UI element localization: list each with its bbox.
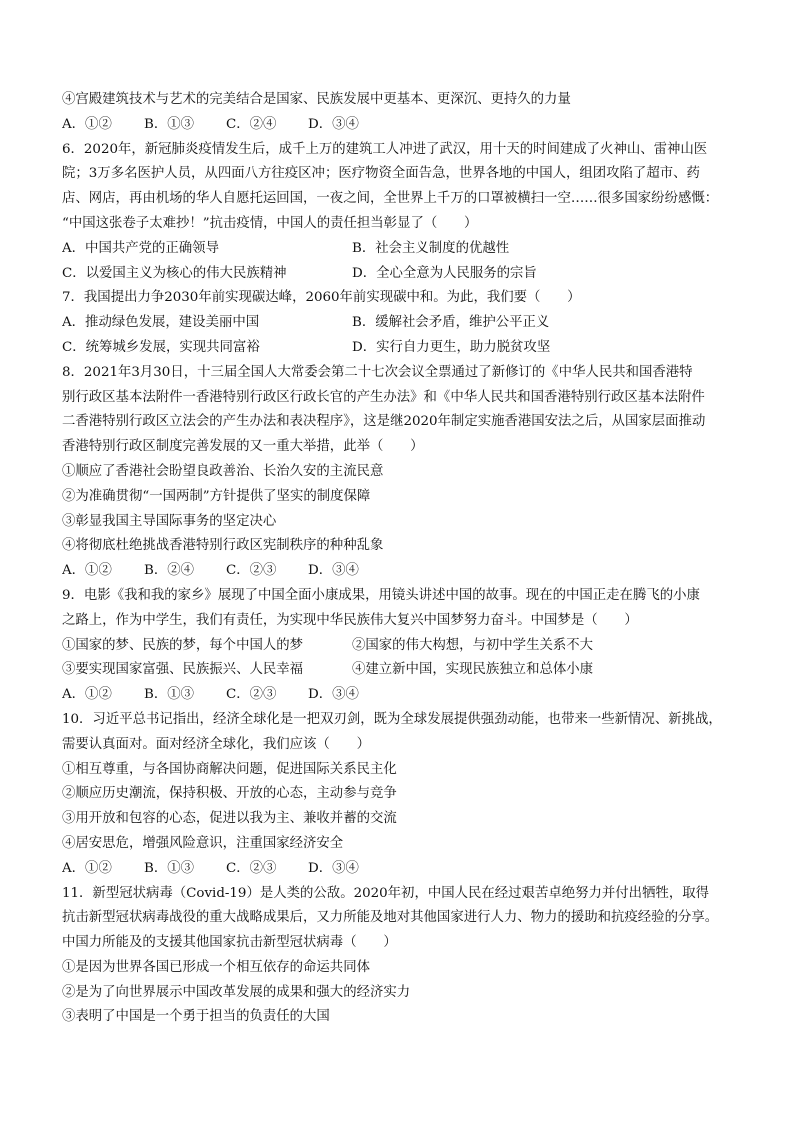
answer-options	[62, 336, 734, 361]
answer-option: A．①②	[62, 687, 112, 703]
answer-option: C．统筹城乡发展，实现共同富裕	[62, 339, 260, 355]
answer-options	[62, 237, 734, 262]
answer-option: ②国家的伟大构想，与初中学生关系不大	[352, 637, 594, 653]
answer-options	[62, 559, 734, 584]
text-line: “中国这张卷子太难抄！”抗击疫情，中国人的责任担当彰显了（ ）	[62, 215, 478, 231]
text-line: ①相互尊重，与各国协商解决问题，促进国际关系民主化	[62, 761, 397, 777]
answer-options	[62, 262, 734, 287]
answer-option: B．社会主义制度的优越性	[352, 240, 510, 256]
text-line: ③彰显我国主导国际事务的坚定决心	[62, 513, 277, 529]
text-line: ②是为了向世界展示中国改革发展的成果和强大的经济实力	[62, 984, 411, 1000]
text-line: ②为准确贯彻“一国两制”方针提供了坚实的制度保障	[62, 488, 371, 504]
answer-option: ③要实现国家富强、民族振兴、人民幸福	[62, 662, 304, 678]
answer-options	[62, 311, 734, 336]
text-line: ③表明了中国是一个勇于担当的负责任的大国	[62, 1009, 330, 1025]
text-line: 9．电影《我和我的家乡》展现了中国全面小康成果，用镜头讲述中国的故事。现在的中国正走在腾飞的小康	[62, 587, 700, 603]
text-line: ④居安思危，增强风险意识，注重国家经济安全	[62, 835, 344, 851]
answer-option: A．①②	[62, 116, 112, 132]
text-line: 院；3万多名医护人员，从四面八方往疫区冲；医疗物资全面告急，世界各地的中国人，组团攻陷了超市、药	[62, 166, 700, 182]
text-line: 店、网店，再由机场的华人自愿托运回国，一夜之间，全世界上千万的口罩被横扫一空……很多国家纷纷感慨：	[62, 191, 719, 207]
text-line: 中国力所能及的支援其他国家抗击新型冠状病毒（ ）	[62, 935, 397, 951]
text-line: ②顺应历史潮流，保持积极、开放的心态，主动参与竞争	[62, 786, 397, 802]
text-line: 之路上，作为中学生，我们有责任，为实现中华民族伟大复兴中国梦努力奋斗。中国梦是（ ）	[62, 612, 638, 628]
answer-option: B．②④	[144, 563, 195, 579]
answer-option: A．①②	[62, 563, 112, 579]
answer-option: A．中国共产党的正确领导	[62, 240, 219, 256]
answer-options	[62, 683, 734, 708]
answer-option: D．实行自力更生，助力脱贫攻坚	[352, 339, 551, 355]
answer-option: ④建立新中国，实现民族独立和总体小康	[352, 662, 594, 678]
text-line: 别行政区基本法附件一香港特别行政区行政长官的产生办法》和《中华人民共和国香港特别行政区基本法附件	[62, 389, 705, 405]
answer-option: D．③④	[308, 687, 359, 703]
answer-option: B．①③	[144, 116, 195, 132]
answer-option: C．以爱国主义为核心的伟大民族精神	[62, 265, 287, 281]
answer-options	[62, 113, 734, 138]
text-line: ③用开放和包容的心态，促进以我为主、兼收并蓄的交流	[62, 811, 397, 827]
answer-options	[62, 857, 734, 882]
text-line: 8．2021年3月30日，十三届全国人大常委会第二十七次会议全票通过了新修订的《中华人民共和国香港特	[62, 364, 693, 380]
text-line: 11．新型冠状病毒（Covid-19）是人类的公敌。2020年初，中国人民在经过艰苦卓绝努力并付出牺牲，取得	[62, 885, 710, 901]
answer-option: C．②③	[226, 687, 277, 703]
answer-options	[62, 634, 734, 659]
text-line: 10．习近平总书记指出，经济全球化是一把双刃剑，既为全球发展提供强劲动能，也带来一些新情况、新挑战，	[62, 711, 722, 727]
text-line: 抗击新型冠状病毒战役的重大战略成果后，又力所能及地对其他国家进行人力、物力的援助和抗疫经验的分享。	[62, 910, 719, 926]
text-line: ④将彻底杜绝挑战香港特别行政区宪制秩序的种种乱象	[62, 538, 384, 554]
text-line: ①顺应了香港社会盼望良政善治、长治久安的主流民意	[62, 463, 384, 479]
answer-option: D．全心全意为人民服务的宗旨	[352, 265, 537, 281]
text-line: 香港特别行政区制度完善发展的又一重大举措，此举（ ）	[62, 439, 424, 455]
answer-option: B．①③	[144, 687, 195, 703]
text-line: ④宫殿建筑技术与艺术的完美结合是国家、民族发展中更基本、更深沉、更持久的力量	[62, 92, 571, 107]
text-line: ①是因为世界各国已形成一个相互依存的命运共同体	[62, 959, 370, 975]
text-line: 7．我国提出力争2030年前实现碳达峰，2060年前实现碳中和。为此，我们要（ ）	[62, 290, 581, 306]
answer-options	[62, 658, 734, 683]
text-line: 二香港特别行政区立法会的产生办法和表决程序》，这是继2020年制定实施香港国安法之后，从国家层面推动	[62, 414, 706, 430]
answer-option: C．②④	[226, 116, 277, 132]
answer-option: C．②③	[226, 563, 277, 579]
exam-page	[62, 88, 734, 1030]
answer-option: ①国家的梦、民族的梦，每个中国人的梦	[62, 637, 304, 653]
answer-option: A．①②	[62, 860, 112, 876]
answer-option: C．②③	[226, 860, 277, 876]
answer-option: A．推动绿色发展，建设美丽中国	[62, 315, 260, 331]
text-line: 需要认真面对。面对经济全球化，我们应该（ ）	[62, 736, 370, 752]
answer-option: D．③④	[308, 116, 359, 132]
text-line: 6．2020年，新冠肺炎疫情发生后，成千上万的建筑工人冲进了武汉，用十天的时间建成了火神山、雷神山医	[62, 141, 708, 157]
answer-option: D．③④	[308, 860, 359, 876]
answer-option: B．①③	[144, 860, 195, 876]
answer-option: D．③④	[308, 563, 359, 579]
answer-option: B．缓解社会矛盾，维护公平正义	[352, 315, 550, 331]
